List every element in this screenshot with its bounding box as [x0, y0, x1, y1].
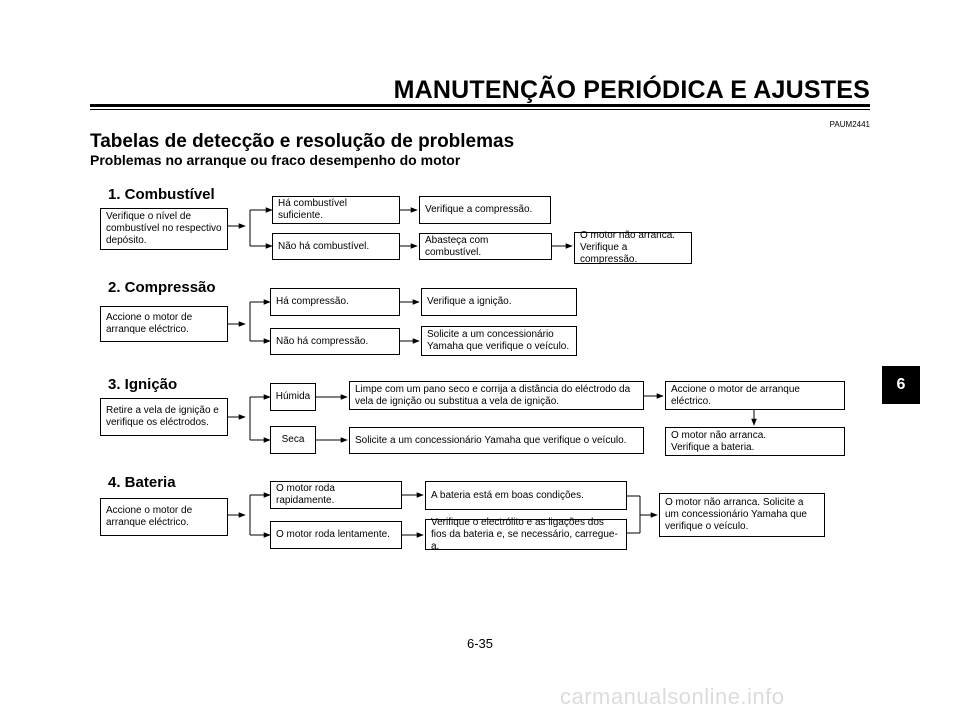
- compression-yes-action-text: Verifique a ignição.: [427, 296, 512, 307]
- fuel-no-box: [272, 233, 400, 260]
- ignition-wet-box: [270, 383, 316, 411]
- fuel-no-action-box: [419, 233, 552, 260]
- compression-yes-box: [270, 288, 400, 316]
- compression-start-text: Accione o motor de arranque eléctrico.: [106, 312, 193, 335]
- ignition-dry-text: Seca: [281, 434, 305, 445]
- watermark: carmanualsonline.info: [560, 684, 785, 709]
- ignition-wet-result-line1: O motor não arranca.: [671, 429, 767, 441]
- ignition-start-text: Retire a vela de ignição e verifique os eléctrodos.: [106, 405, 219, 428]
- fuel-yes-box: [272, 196, 400, 224]
- battery-slow-text: O motor roda lentamente.: [276, 529, 390, 540]
- battery-slow-action-text: Verifique o electrólito e as ligações dos fios da bateria e, se necessário, carregue-a.: [431, 516, 618, 552]
- ignition-wet-result-line2: Verifique a bateria.: [671, 441, 755, 453]
- section-fuel-title: 1. Combustível: [108, 186, 215, 203]
- compression-start-box: [100, 306, 228, 342]
- ignition-wet-next-text: Accione o motor de arranque eléctrico.: [671, 383, 800, 407]
- ignition-wet-result-box: [665, 427, 845, 456]
- fuel-no-action-text: Abasteça com combustível.: [425, 234, 489, 258]
- battery-start-box: [100, 498, 228, 536]
- compression-no-action-box: [421, 326, 577, 356]
- battery-fast-box: [270, 481, 402, 509]
- fuel-no-result-line2: Verifique a compressão.: [580, 242, 638, 265]
- ignition-wet-text: Húmida: [275, 391, 311, 402]
- fuel-yes-action-text: Verifique a compressão.: [425, 204, 533, 215]
- page-number: 6-35: [466, 636, 494, 651]
- document-code: PAUM2441: [829, 120, 870, 129]
- fuel-no-result-line1: O motor não arranca.: [580, 230, 676, 241]
- compression-no-box: [270, 328, 400, 355]
- battery-fast-action-box: [425, 481, 627, 510]
- ignition-dry-action-box: [349, 427, 644, 454]
- section-ignition-title: 3. Ignição: [108, 376, 178, 393]
- battery-result-box: [659, 493, 825, 537]
- fuel-yes-action-box: [419, 196, 551, 224]
- page-header-title: MANUTENÇÃO PERIÓDICA E AJUSTES: [393, 76, 870, 104]
- battery-start-text: Accione o motor de arranque eléctrico.: [106, 505, 193, 528]
- battery-slow-box: [270, 521, 402, 549]
- battery-fast-text: O motor roda rapidamente.: [276, 483, 335, 506]
- chapter-tab: 6: [882, 366, 920, 404]
- battery-result-text: O motor não arranca. Solicite a um concessionário Yamaha que verifique o veículo.: [665, 497, 807, 532]
- compression-no-action-text: Solicite a um concessionário Yamaha que verifique o veículo.: [427, 329, 570, 352]
- battery-fast-action-text: A bateria está em boas condições.: [431, 489, 584, 501]
- ignition-wet-action-box: [349, 381, 644, 410]
- fuel-no-text: Não há combustível.: [278, 240, 370, 252]
- fuel-yes-text: Há combustível suficiente.: [278, 198, 347, 221]
- compression-yes-action-box: [421, 288, 577, 316]
- section-battery-title: 4. Bateria: [108, 474, 176, 491]
- fuel-start-text: Verifique o nível de combustível no respectivo depósito.: [106, 211, 222, 246]
- main-heading: Tabelas de detecção e resolução de problemas: [90, 131, 515, 152]
- compression-yes-text: Há compressão.: [276, 296, 349, 307]
- ignition-dry-box: [270, 426, 316, 454]
- ignition-wet-action-text: Limpe com um pano seco e corrija a distância do eléctrodo da vela de ignição ou substitua a vela de ignição.: [355, 383, 631, 407]
- ignition-dry-action-text: Solicite a um concessionário Yamaha que verifique o veículo.: [355, 434, 627, 446]
- fuel-start-box: [100, 208, 228, 250]
- sub-heading: Problemas no arranque ou fraco desempenho do motor: [90, 152, 461, 168]
- ignition-wet-next-box: [665, 381, 845, 410]
- fuel-no-result-box: [574, 232, 692, 264]
- compression-no-text: Não há compressão.: [276, 335, 369, 347]
- ignition-start-box: [100, 398, 228, 436]
- section-compression-title: 2. Compressão: [108, 279, 216, 296]
- battery-slow-action-box: [425, 516, 627, 552]
